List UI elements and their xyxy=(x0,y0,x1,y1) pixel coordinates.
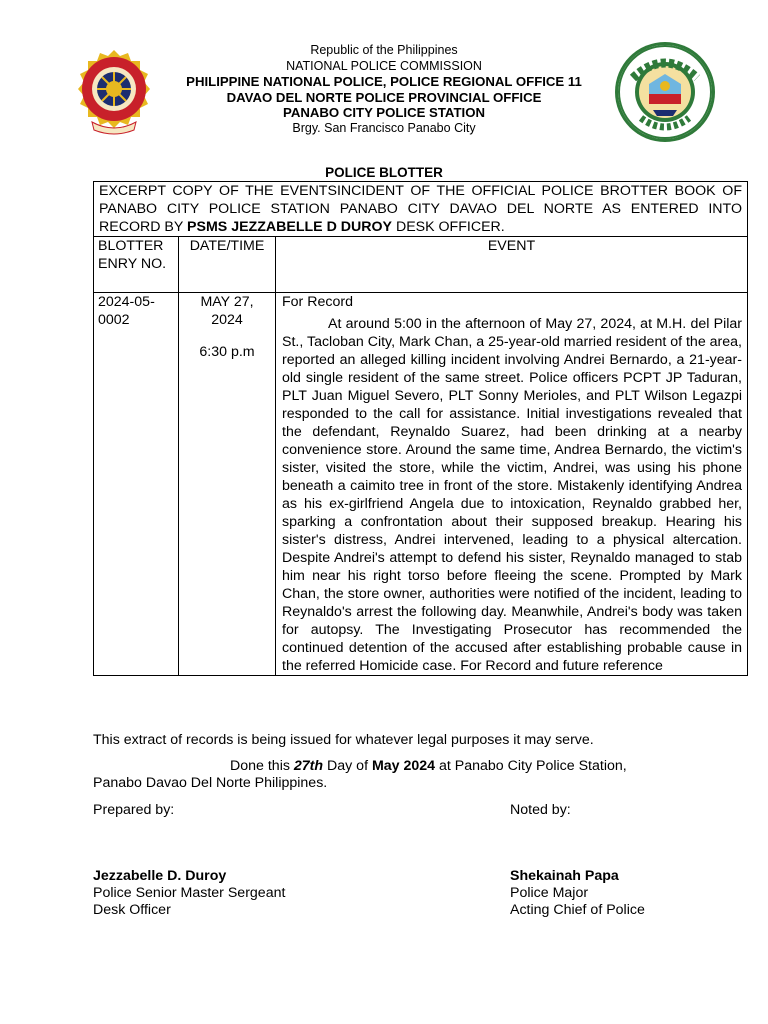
done-month: May 2024 xyxy=(371,758,436,774)
done-text-c: at Panabo City Police Station, xyxy=(435,758,627,774)
pnp-seal-icon xyxy=(74,48,154,136)
station-line: PANABO CITY POLICE STATION xyxy=(283,105,485,120)
entry-narrative: At around 5:00 in the afternoon of May 27, 2024, at M.H. del Pilar St., Tacloban City, Mark Chan, a 25-year-old married resident of the area, reported an alleged killing incident involving Andrei Bernardo, a 21-year-old single resident of the same street. Police officers PCPT JP Taduran, PLT Juan Miguel Severo, PLT Sonny Merioles, and PLT Wilson Legazpi responded to the call for assistance. Initial investigations revealed that the defendant, Reynaldo Suarez, had been drinking at a nearby convenience store. Around the same time, Andrea Bernardo, the victim's sister, visited the store, while the victim, Andrei, was using his phone beneath a caimito tree in front of the store. Mistakenly identifying Andrea as his ex-girlfriend Angela due to intoxication, Reynaldo grabbed her, sparking a confrontation about their supposed breakup. Hearing his sister's distress, Andrei intervened, leading to a physical altercation. Despite Andrei's attempt to defend his sister, Reynaldo managed to stab him near his right torso before fleeing the scene. Prompted by Mark Chan, the store owner, authorities were notified of the incident, leading to Reynaldo's arrest the following day. Meanwhile, Andrei's body was taken for autopsy. The Investigating Prosecutor has recommended the continued detention of the accused after establishing probable cause in the referred Homicide case. For Record and future reference xyxy=(282,316,742,674)
excerpt-suffix: DESK OFFICER. xyxy=(392,219,505,235)
done-day: 27th xyxy=(293,758,324,774)
prepared-by-label: Prepared by: xyxy=(93,802,175,818)
noted-by-signatory xyxy=(510,868,645,919)
panabo-city-seal-icon xyxy=(613,40,717,144)
napolcom-line: NATIONAL POLICE COMMISSION xyxy=(286,58,482,73)
noted-by-label: Noted by: xyxy=(510,802,571,818)
column-header-entry: BLOTTER ENRY NO. xyxy=(94,237,179,293)
noter-position: Acting Chief of Police xyxy=(510,902,645,918)
provincial-office-line: DAVAO DEL NORTE POLICE PROVINCIAL OFFICE xyxy=(226,89,542,105)
noter-name: Shekainah Papa xyxy=(510,868,619,884)
regional-office-line: PHILIPPINE NATIONAL POLICE, POLICE REGIONAL OFFICE 11 xyxy=(186,74,582,89)
preparer-position: Desk Officer xyxy=(93,902,171,918)
entry-label: For Record xyxy=(282,294,353,310)
prepared-by-signatory xyxy=(93,868,285,919)
column-header-datetime: DATE/TIME xyxy=(179,237,276,293)
done-text-b: Day of xyxy=(323,758,372,774)
letterhead xyxy=(150,43,618,136)
republic-line: Republic of the Philippines xyxy=(310,43,458,57)
entry-datetime xyxy=(179,293,276,676)
excerpt-row xyxy=(94,182,748,237)
noter-rank: Police Major xyxy=(510,885,589,901)
done-text-a: Done this xyxy=(230,758,294,774)
entry-date: MAY 27, 2024 xyxy=(200,294,254,328)
entry-event xyxy=(276,293,748,676)
table-row xyxy=(94,293,748,676)
entry-time: 6:30 p.m xyxy=(199,344,255,360)
column-header-event: EVENT xyxy=(276,237,748,293)
address-line: Brgy. San Francisco Panabo City xyxy=(292,120,476,135)
column-header-row xyxy=(94,237,748,293)
desk-officer-name: PSMS JEZZABELLE D DUROY xyxy=(187,219,392,235)
document-title: POLICE BLOTTER xyxy=(325,165,443,180)
done-statement xyxy=(230,758,627,775)
entry-number: 2024-05-0002 xyxy=(94,293,179,676)
done-location: Panabo Davao Del Norte Philippines. xyxy=(93,775,328,791)
excerpt-text: EXCERPT COPY OF THE EVENTSINCIDENT OF THE OFFICIAL POLICE BROTTER BOOK OF PANABO CITY POLICE STATION PANABO CITY DAVAO DEL NORTE AS ENTERED INTO RECORD BY xyxy=(99,183,742,235)
preparer-rank: Police Senior Master Sergeant xyxy=(93,885,286,901)
extract-statement: This extract of records is being issued for whatever legal purposes it may serve. xyxy=(93,732,594,748)
blotter-table xyxy=(93,181,748,676)
preparer-name: Jezzabelle D. Duroy xyxy=(93,868,227,884)
excerpt-cell xyxy=(94,182,748,237)
